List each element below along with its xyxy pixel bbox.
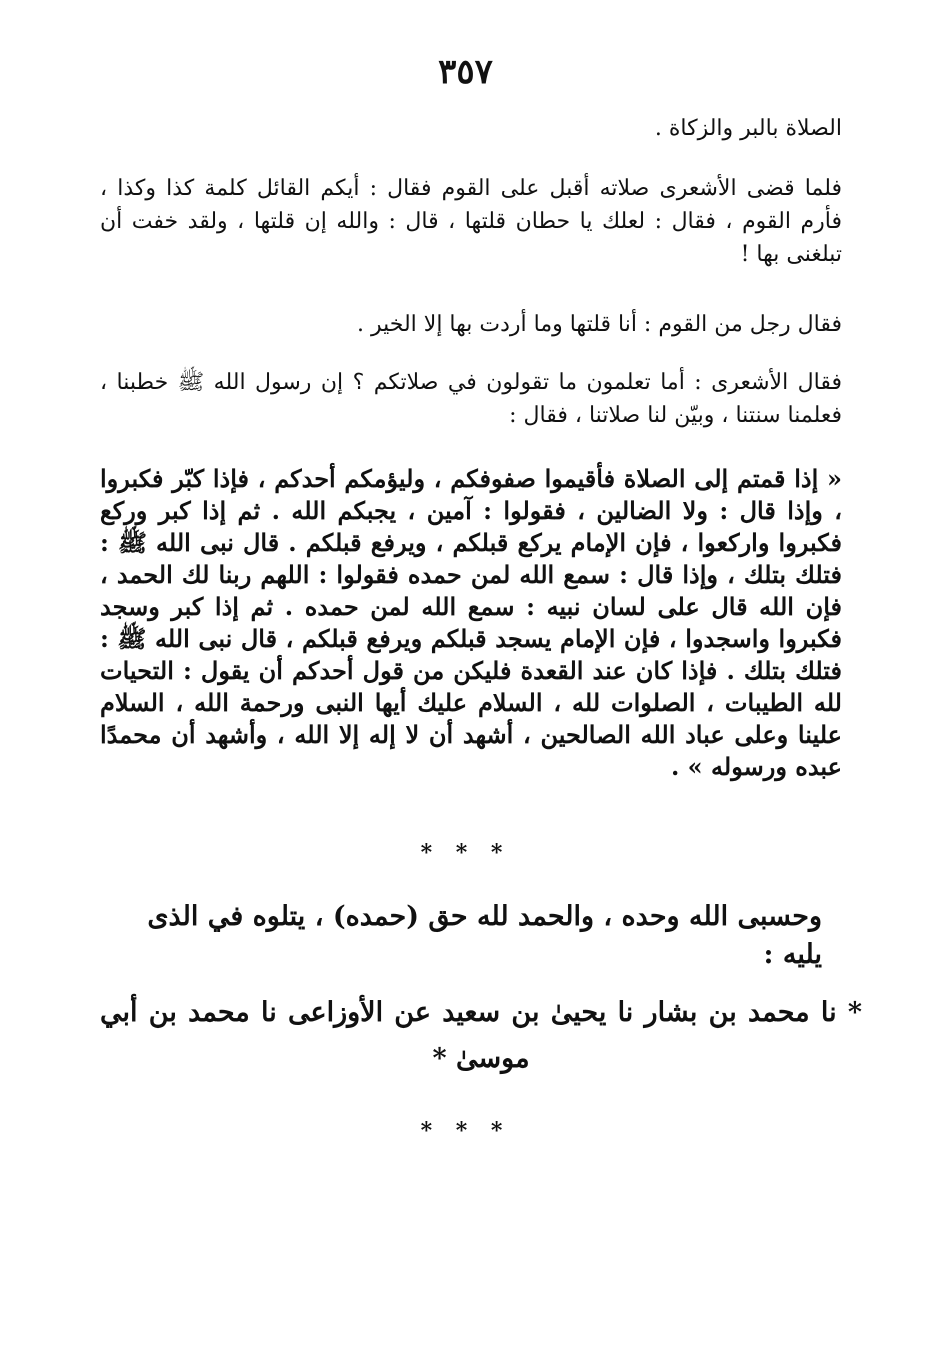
separator-stars-2: * * * [420,1118,511,1144]
paragraph-2: فلما قضى الأشعرى صلاته أقبل على القوم فقال : أيكم القائل كلمة كذا وكذا ، فأرم القوم ، فقال : لعلك يا حطان قلتها ، قال : والله إن قلتها ، ولقد خفت أن تبلغنى بها ! [100,176,842,267]
separator-stars-1: * * * [420,840,511,866]
paragraph-4: فقال الأشعرى : أما تعلمون ما تقولون في صلاتكم ؟ إن رسول الله ﷺ خطبنا ، فعلمنا سنتنا ، وبيّن لنا صلاتنا ، فقال : [100,370,842,428]
closing-line: وحسبى الله وحده ، والحمد لله حق (حمده) ، يتلوه في الذى يليه : [147,901,822,970]
page-number: ٣٥٧ [438,52,493,92]
hadith-text: « إذا قمتم إلى الصلاة فأقيموا صفوفكم ، وليؤمكم أحدكم ، فإذا كبّر فكبروا ، وإذا قال : ولا الضالين ، فقولوا : آمين ، يجبكم الله . ثم إذا كبر وركع فكبروا واركعوا ، فإن الإمام يركع قبلكم ، ويرفع قبلكم . قال نبى الله ﷺ : فتلك بتلك ، وإذا قال : سمع الله لمن حمده فقولوا : اللهم ربنا لك الحمد ، فإن الله قال على لسان نبيه : سمع الله لمن حمده . ثم إذا كبر وسجد فكبروا واسجدوا ، فإن الإمام يسجد قبلكم ويرفع قبلكم ، قال نبى الله ﷺ : فتلك بتلك . فإذا كان عند القعدة فليكن من قول أحدكم أن يقول : التحيات لله الطيبات ، الصلوات لله ، السلام عليك أيها النبى ورحمة الله ، السلام علينا وعلى عباد الله الصالحين ، أشهد أن لا إله إلا الله ، وأشهد أن محمدًا عبده ورسوله » . [100,464,842,781]
paragraph-1: الصلاة بالبر والزكاة . [654,116,842,141]
isnad-line: * نا محمد بن بشار نا يحيىٰ بن سعيد عن الأوزاعى نا محمد بن أبي موسىٰ * [100,997,862,1074]
paragraph-3: فقال رجل من القوم : أنا قلتها وما أردت بها إلا الخير . [357,312,842,337]
